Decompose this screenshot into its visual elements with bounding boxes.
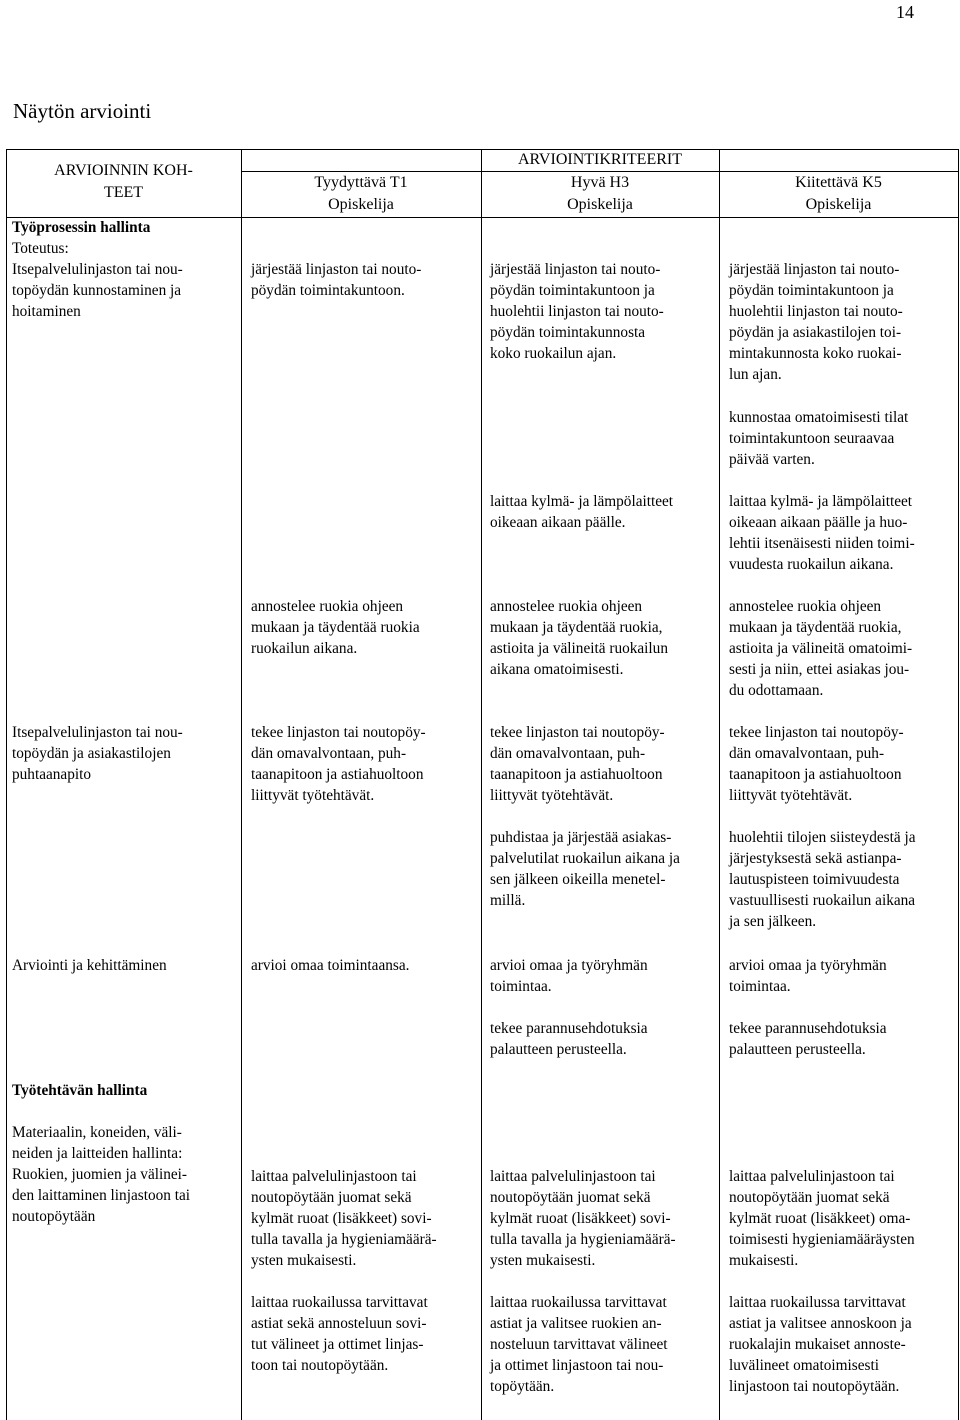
header-h3: Hyvä H3 Opiskelija <box>567 174 633 213</box>
k5-evaluation: arvioi omaa ja työryhmän toimintaa. <box>729 957 887 995</box>
t1-serving: annostelee ruokia ohjeen mukaan ja täydentää ruokia ruokailun aikana. <box>251 598 420 657</box>
t1-cleaning: tekee linjaston tai noutopöy- dän omavalvontaan, puh- taanapitoon ja astiahuoltoon liittyvät työtehtävät. <box>251 724 426 804</box>
k5-appliances: laittaa kylmä- ja lämpölaitteet oikeaan aikaan päälle ja huo- lehtii itsenäisesti niiden toimi- vuudesta ruokailun aikana. <box>729 493 915 573</box>
header-t1: Tyydyttävä T1 Opiskelija <box>314 174 408 213</box>
k5-serving: annostelee ruokia ohjeen mukaan ja täydentää ruokia, astioita ja välineitä omatoimi- sesti ja niin, ettei asiakas jou- du odottamaan. <box>729 598 913 699</box>
page-title: Näytön arviointi <box>13 99 152 123</box>
page-number: 14 <box>896 2 914 22</box>
k5-drinks-cold-food: laittaa palvelulinjastoon tai noutopöytään juomat sekä kylmät ruoat (lisäkkeet) oma- toimisesti hygieniamääräysten mukaisesti. <box>729 1168 915 1269</box>
section-sub-implementation: Toteutus: Itsepalvelulinjaston tai nou- topöydän kunnostaminen ja hoitaminen <box>12 240 183 320</box>
h3-cleaning: tekee linjaston tai noutopöy- dän omavalvontaan, puh- taanapitoon ja astiahuoltoon liittyvät työtehtävät. <box>490 724 665 804</box>
column-divider-1 <box>241 149 242 1420</box>
header-k5: Kiitettävä K5 Opiskelija <box>795 174 882 213</box>
t1-dishes-utensils: laittaa ruokailussa tarvittavat astiat sekä annosteluun sovi- tut välineet ja ottimet linjas- toon tai noutopöytään. <box>251 1294 428 1374</box>
h3-dishes-utensils: laittaa ruokailussa tarvittavat astiat ja valitsee ruokien an- nosteluun tarvittavat välineet ja ottimet linjastoon tai nou- topöytään. <box>490 1294 668 1395</box>
table-right-border <box>958 149 959 1420</box>
k5-next-day: kunnostaa omatoimisesti tilat toimintakuntoon seuraavaa päivää varten. <box>729 409 909 468</box>
k5-dishes-utensils: laittaa ruokailussa tarvittavat astiat ja valitsee annoskoon ja ruokalajin mukaiset annoste- luvälineet omatoimisesti linjastoon tai noutopöytään. <box>729 1294 912 1395</box>
t1-evaluation: arvioi omaa toimintaansa. <box>251 957 410 974</box>
k5-customer-areas: huolehtii tilojen siisteydestä ja järjestyksestä sekä astianpa- lautuspisteen toimivuudesta vastuullisesti ruokailun aikana ja sen jälkeen. <box>729 829 916 930</box>
t1-drinks-cold-food: laittaa palvelulinjastoon tai noutopöytään juomat sekä kylmät ruoat (lisäkkeet) sovi- tulla tavalla ja hygieniamäärä- ysten mukaisesti. <box>251 1168 437 1269</box>
t1-line-setup: järjestää linjaston tai nouto- pöydän toimintakuntoon. <box>251 261 422 299</box>
h3-line-setup: järjestää linjaston tai nouto- pöydän toimintakuntoon ja huolehtii linjaston tai nouto- pöydän toimintakunnosta koko ruokailun ajan. <box>490 261 664 362</box>
k5-cleaning: tekee linjaston tai noutopöy- dän omavalvontaan, puh- taanapitoon ja astiahuoltoon liittyvät työtehtävät. <box>729 724 904 804</box>
column-divider-2 <box>481 149 482 1420</box>
header-assessment-criteria: ARVIOINTIKRITEERIT <box>517 151 682 168</box>
h3-drinks-cold-food: laittaa palvelulinjastoon tai noutopöytään juomat sekä kylmät ruoat (lisäkkeet) sovi- tulla tavalla ja hygieniamäärä- ysten mukaisesti. <box>490 1168 676 1269</box>
column-divider-3 <box>719 149 720 1420</box>
section-sub-materials: Materiaalin, koneiden, väli- neiden ja laitteiden hallinta: Ruokien, juomien ja välinei- den laittaminen linjastoon tai noutopöytään <box>12 1124 190 1225</box>
k5-line-setup: järjestää linjaston tai nouto- pöydän toimintakuntoon ja huolehtii linjaston tai nouto- pöydän ja asiakastilojen toi- mintakunnosta koko ruokai- lun ajan. <box>729 261 903 383</box>
table-left-border <box>6 149 7 1420</box>
section-title-work-process: Työprosessin hallinta <box>12 219 151 236</box>
k5-improvements: tekee parannusehdotuksia palautteen perusteella. <box>729 1020 887 1058</box>
h3-evaluation: arvioi omaa ja työryhmän toimintaa. <box>490 957 648 995</box>
h3-customer-areas: puhdistaa ja järjestää asiakas- palvelutilat ruokailun aikana ja sen jälkeen oikeilla menetel- millä. <box>490 829 680 909</box>
target-cleaning: Itsepalvelulinjaston tai nou- topöydän ja asiakastilojen puhtaanapito <box>12 724 183 783</box>
h3-improvements: tekee parannusehdotuksia palautteen perusteella. <box>490 1020 648 1058</box>
h3-appliances: laittaa kylmä- ja lämpölaitteet oikeaan aikaan päälle. <box>490 493 674 531</box>
section-title-task-management: Työtehtävän hallinta <box>12 1082 148 1099</box>
h3-serving: annostelee ruokia ohjeen mukaan ja täydentää ruokia, astioita ja välineitä ruokailun aikana omatoimisesti. <box>490 598 668 678</box>
header-assessment-targets: ARVIOINNIN KOH- TEET <box>54 162 193 201</box>
target-evaluation: Arviointi ja kehittäminen <box>12 957 167 974</box>
